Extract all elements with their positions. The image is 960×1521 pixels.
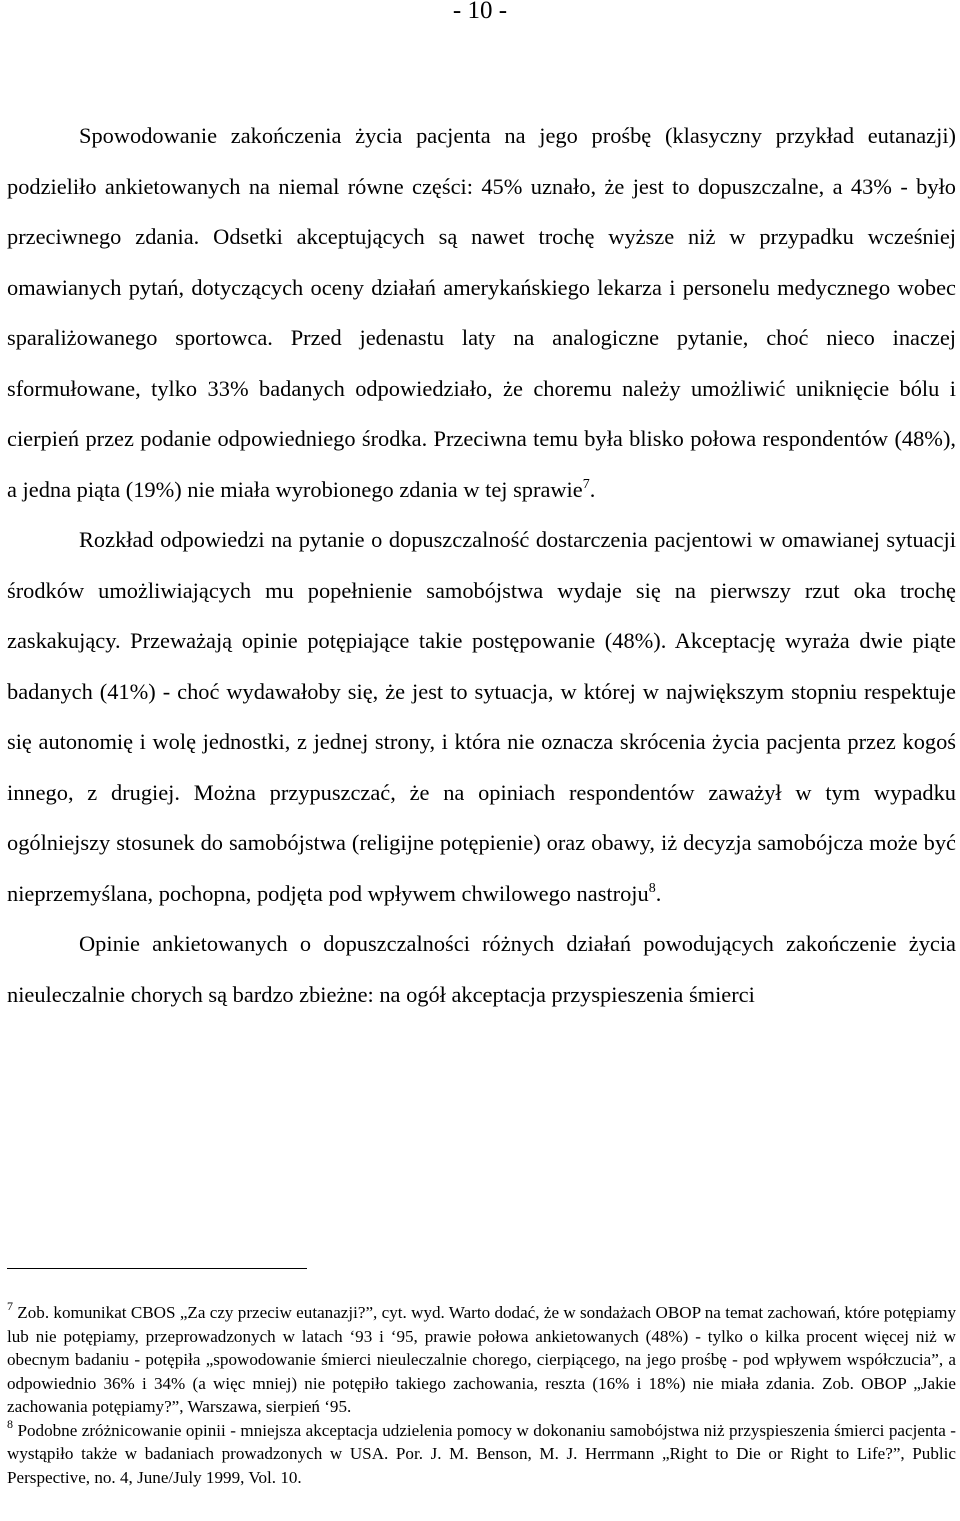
footnote-number: 8	[7, 1416, 13, 1431]
footnote-reference[interactable]: 7	[582, 476, 590, 492]
paragraph	[7, 919, 956, 1020]
page-number: - 10 -	[452, 0, 508, 24]
paragraph	[7, 515, 956, 919]
body-text	[7, 111, 956, 1020]
footnote-number: 7	[7, 1299, 13, 1313]
footnote	[7, 1416, 956, 1490]
footnote-text: Zob. komunikat CBOS „Za czy przeciw eutanazji?”, cyt. wyd. Warto dodać, że w sondażach OBOP na temat zachowań, które potępiamy lub nie potępiamy, przeprowadzonych w latach ‘93 i ‘95, prawie połowa ankietowanych (48%) - tylko o kilka procent więcej niż w obecnym badaniu - potępiła „spowodowanie śmierci nieuleczalnie chorego, cierpiącego, na jego prośbę - pod wpływem współczucia”, a odpowiednio 36% i 34% (a więc mniej) nie potępiło takiego zachowania, reszta (16% i 18%) nie miała zdania. Zob. OBOP „Jakie zachowania potępiamy?”, Warszawa, sierpień ‘95.	[7, 1303, 956, 1416]
footnote-reference[interactable]: 8	[648, 880, 656, 896]
paragraph-tail: .	[589, 476, 596, 502]
paragraph-text: Rozkład odpowiedzi na pytanie o dopuszczalność dostarczenia pacjentowi w omawianej sytuacji środków umożliwiających mu popełnienie samobójstwa wydaje się na pierwszy rzut oka trochę zaskakujący. Przeważają opinie potępiające takie postępowanie (48%). Akceptację wyraża dwie piąte badanych (41%) - choć wydawałoby się, że jest to sytuacja, w której w największym stopniu respektuje się autonomię i wolę jednostki, z jednej strony, i która nie oznacza skrócenia życia pacjenta przez kogoś innego, z drugiej. Można przypuszczać, że na opiniach respondentów zaważył w tym wypadku ogólniejszy stosunek do samobójstwa (religijne potępienie) oraz obawy, iż decyzja samobójcza może być nieprzemyślana, pochopna, podjęta pod wpływem chwilowego nastroju	[7, 527, 956, 906]
footnotes	[7, 1301, 956, 1489]
footnote	[7, 1301, 956, 1419]
paragraph	[7, 111, 956, 515]
paragraph-tail: .	[655, 880, 662, 906]
footnote-separator	[7, 1268, 307, 1269]
paragraph-text: Spowodowanie zakończenia życia pacjenta na jego prośbę (klasyczny przykład eutanazji) podzieliło ankietowanych na niemal równe części: 45% uznało, że jest to dopuszczalne, a 43% - było przeciwnego zdania. Odsetki akceptujących są nawet trochę wyższe niż w przypadku wcześniej omawianych pytań, dotyczących oceny działań amerykańskiego lekarza i personelu medycznego wobec sparaliżowanego sportowca. Przed jedenastu laty na analogiczne pytanie, choć nieco inaczej sformułowane, tylko 33% badanych odpowiedziało, że choremu należy umożliwić uniknięcie bólu i cierpień przez podanie odpowiedniego środka. Przeciwna temu była blisko połowa respondentów (48%), a jedna piąta (19%) nie miała wyrobionego zdania w tej sprawie	[7, 123, 956, 502]
paragraph-text: Opinie ankietowanych o dopuszczalności różnych działań powodujących zakończenie życia nieuleczalnie chorych są bardzo zbieżne: na ogół akceptacja przyspieszenia śmierci	[7, 931, 956, 1007]
footnote-text: Podobne zróżnicowanie opinii - mniejsza akceptacja udzielenia pomocy w dokonaniu samobójstwa niż przyspieszenia śmierci pacjenta - wystąpiło także w badaniach prowadzonych w USA. Por. J. M. Benson, M. J. Herrmann „Right to Die or Right to Life?”, Public Perspective, no. 4, June/July 1999, Vol. 10.	[7, 1420, 956, 1487]
